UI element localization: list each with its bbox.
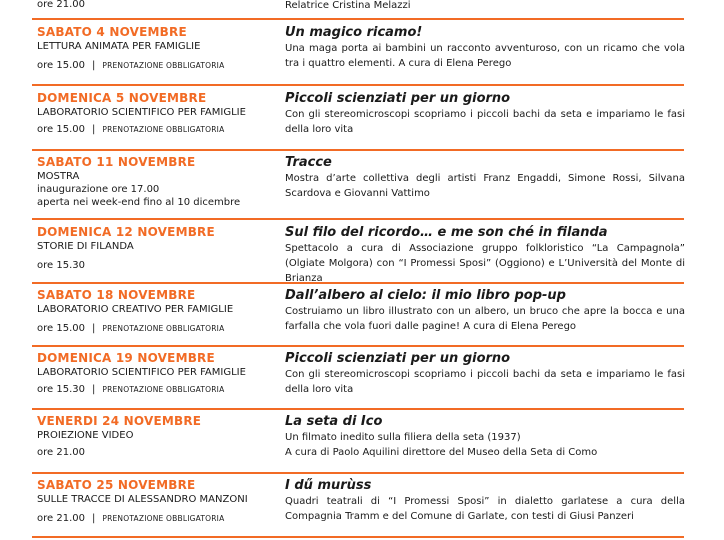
event-time: ore 21.00 [37, 447, 85, 458]
booking-note: PRENOTAZIONE OBBLIGATORIA [102, 61, 225, 70]
event-category: LABORATORIO CREATIVO PER FAMIGLIE [37, 304, 234, 315]
event-category: PROIEZIONE VIDEO [37, 430, 134, 441]
event-category: LABORATORIO SCIENTIFICO PER FAMIGLIE [37, 107, 246, 118]
divider [32, 218, 684, 220]
divider [32, 149, 684, 151]
divider [32, 408, 684, 410]
event-date: DOMENICA 5 NOVEMBRE [37, 91, 207, 105]
event-description: Un filmato inedito sulla filiera della seta (1937) [285, 432, 521, 443]
event-date: DOMENICA 12 NOVEMBRE [37, 225, 215, 239]
event-opening-time: inaugurazione ore 17.00 [37, 184, 160, 195]
divider [32, 18, 684, 20]
event-title: Tracce [285, 155, 332, 170]
event-credit: A cura di Paolo Aquilini direttore del Museo della Seta di Como [285, 447, 598, 458]
event-time: ore 15.30 [37, 384, 85, 395]
event-time: ore 21.00 [37, 0, 85, 10]
divider [32, 282, 684, 284]
event-title: I dű murùss [285, 478, 372, 493]
event-description: Con gli stereomicroscopi scopriamo i piccoli bachi da seta e impariamo le fasi della loro vita [285, 109, 685, 135]
event-date: DOMENICA 19 NOVEMBRE [37, 351, 215, 365]
divider [32, 345, 684, 347]
divider [32, 536, 684, 538]
booking-note: PRENOTAZIONE OBBLIGATORIA [102, 125, 225, 134]
event-description: Una maga porta ai bambini un racconto avventuroso, con un ricamo che vola tra i quattro elementi. A cura di Elena Perego [285, 43, 685, 69]
separator: | [91, 513, 96, 524]
event-category: LABORATORIO SCIENTIFICO PER FAMIGLIE [37, 367, 246, 378]
event-title: Dall’albero al cielo: il mio libro pop-up [285, 288, 566, 303]
event-time: ore 15.00 [37, 124, 85, 135]
divider [32, 84, 684, 86]
event-title: Un magico ricamo! [285, 25, 423, 40]
booking-note: PRENOTAZIONE OBBLIGATORIA [102, 385, 225, 394]
separator: | [91, 60, 96, 71]
event-date: SABATO 11 NOVEMBRE [37, 155, 196, 169]
separator: | [91, 323, 96, 334]
event-category: MOSTRA [37, 171, 80, 182]
event-title: La seta di Ico [285, 414, 383, 429]
event-description: Mostra d’arte collettiva degli artisti Franz Engaddi, Simone Rossi, Silvana Scardova e Giovanni Vattimo [285, 173, 685, 199]
event-title: Sul filo del ricordo… e me son ché in filanda [285, 225, 608, 240]
event-time: ore 15.30 [37, 260, 85, 271]
booking-note: PRENOTAZIONE OBBLIGATORIA [102, 324, 225, 333]
separator: | [91, 384, 96, 395]
event-opening-period: aperta nei week-end fino al 10 dicembre [37, 197, 241, 208]
previous-event-tail [35, 0, 685, 20]
event-date: SABATO 18 NOVEMBRE [37, 288, 196, 302]
event-category: STORIE DI FILANDA [37, 241, 134, 252]
separator: | [91, 124, 96, 135]
event-description: Relatrice Cristina Melazzi [285, 0, 411, 11]
booking-note: PRENOTAZIONE OBBLIGATORIA [102, 514, 225, 523]
divider [32, 472, 684, 474]
event-description: Quadri teatrali di “I Promessi Sposi” in dialetto garlatese a cura della Compagnia Tramm e del Comune di Garlate, con testi di Giusi Panzeri [285, 496, 685, 522]
event-time: ore 15.00 [37, 60, 85, 71]
event-description: Spettacolo a cura di Associazione gruppo folkloristico “La Campagnola” (Olgiate Molgora) con “I Promessi Sposi” (Oggiono) e L’Università del Monte di Brianza [285, 243, 685, 284]
event-title: Piccoli scienziati per un giorno [285, 91, 511, 106]
event-time: ore 21.00 [37, 513, 85, 524]
event-description: Costruiamo un libro illustrato con un albero, un bruco che apre la bocca e una farfalla che vola fuori dalle pagine! A cura di Elena Perego [285, 306, 685, 332]
event-date: VENERDI 24 NOVEMBRE [37, 414, 202, 428]
event-date: SABATO 25 NOVEMBRE [37, 478, 196, 492]
event-title: Piccoli scienziati per un giorno [285, 351, 511, 366]
event-category: SULLE TRACCE DI ALESSANDRO MANZONI [37, 494, 248, 505]
event-description: Con gli stereomicroscopi scopriamo i piccoli bachi da seta e impariamo le fasi della loro vita [285, 369, 685, 395]
event-date: SABATO 4 NOVEMBRE [37, 25, 187, 39]
event-category: LETTURA ANIMATA PER FAMIGLIE [37, 41, 201, 52]
event-time: ore 15.00 [37, 323, 85, 334]
